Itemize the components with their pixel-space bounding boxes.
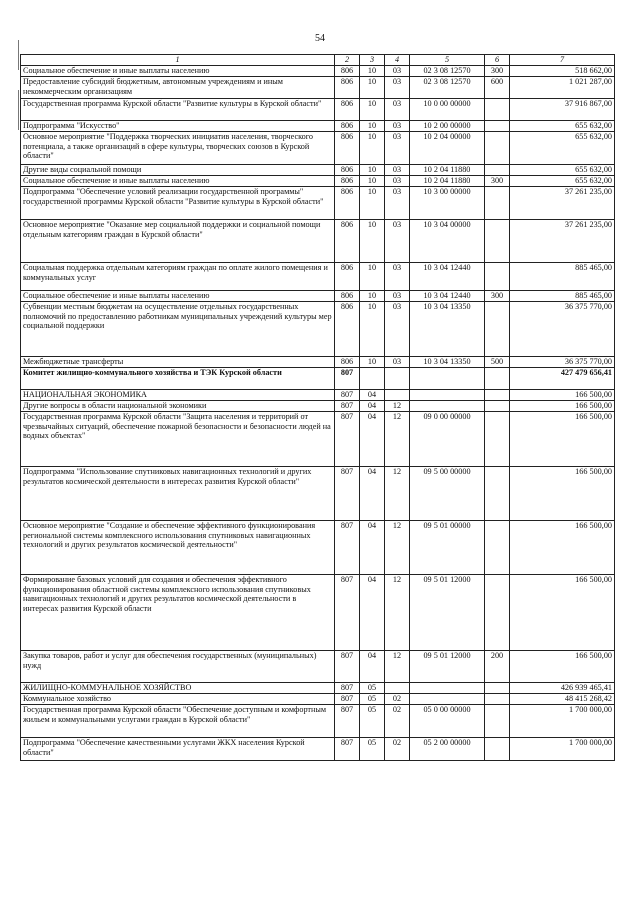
cell-subsection: 03 bbox=[385, 220, 410, 263]
cell-expense-type bbox=[485, 401, 510, 412]
cell-target-article: 10 3 04 00000 bbox=[410, 220, 485, 263]
cell-target-article: 09 0 00 00000 bbox=[410, 412, 485, 467]
cell-amount: 1 700 000,00 bbox=[510, 738, 615, 761]
cell-name: Комитет жилищно-коммунального хозяйства и ТЭК Курской области bbox=[21, 368, 335, 390]
cell-section: 04 bbox=[360, 651, 385, 683]
cell-name: Социальное обеспечение и иные выплаты населению bbox=[21, 66, 335, 77]
cell-grbs: 806 bbox=[335, 263, 360, 291]
cell-section: 10 bbox=[360, 187, 385, 220]
cell-name: Социальное обеспечение и иные выплаты населению bbox=[21, 176, 335, 187]
cell-subsection: 03 bbox=[385, 263, 410, 291]
cell-expense-type: 300 bbox=[485, 66, 510, 77]
margin-mark-top bbox=[18, 40, 19, 70]
table-row bbox=[21, 521, 615, 575]
cell-target-article: 10 3 04 13350 bbox=[410, 357, 485, 368]
table-row bbox=[21, 412, 615, 467]
table-row bbox=[21, 263, 615, 291]
cell-subsection: 12 bbox=[385, 651, 410, 683]
cell-section: 04 bbox=[360, 575, 385, 651]
cell-amount: 37 261 235,00 bbox=[510, 187, 615, 220]
cell-amount: 166 500,00 bbox=[510, 467, 615, 521]
cell-subsection: 03 bbox=[385, 121, 410, 132]
cell-grbs: 806 bbox=[335, 357, 360, 368]
cell-section: 10 bbox=[360, 220, 385, 263]
cell-expense-type bbox=[485, 467, 510, 521]
cell-name: Закупка товаров, работ и услуг для обеспечения государственных (муниципальных) нужд bbox=[21, 651, 335, 683]
cell-grbs: 806 bbox=[335, 99, 360, 121]
cell-section: 04 bbox=[360, 521, 385, 575]
cell-expense-type bbox=[485, 132, 510, 165]
cell-name: Формирование базовых условий для создания и обеспечения эффективного функционирования областной системы комплексного использования спутниковых навигационных технологий и других результатов космической деятельности в интересах развития Курской области bbox=[21, 575, 335, 651]
table-row bbox=[21, 302, 615, 357]
cell-subsection bbox=[385, 390, 410, 401]
table-row bbox=[21, 165, 615, 176]
cell-grbs: 807 bbox=[335, 575, 360, 651]
margin-mark-bottom bbox=[18, 90, 19, 130]
cell-grbs: 806 bbox=[335, 66, 360, 77]
cell-amount: 166 500,00 bbox=[510, 575, 615, 651]
cell-amount: 426 939 465,41 bbox=[510, 683, 615, 694]
table-row bbox=[21, 77, 615, 99]
cell-section: 10 bbox=[360, 121, 385, 132]
cell-name: Другие вопросы в области национальной экономики bbox=[21, 401, 335, 412]
cell-target-article bbox=[410, 401, 485, 412]
col-header-grbs: 2 bbox=[335, 55, 360, 66]
cell-grbs: 806 bbox=[335, 121, 360, 132]
cell-amount: 518 662,00 bbox=[510, 66, 615, 77]
cell-target-article bbox=[410, 390, 485, 401]
cell-section: 10 bbox=[360, 302, 385, 357]
cell-expense-type bbox=[485, 705, 510, 738]
page-number: 54 bbox=[315, 33, 325, 44]
cell-amount: 655 632,00 bbox=[510, 121, 615, 132]
cell-grbs: 807 bbox=[335, 368, 360, 390]
cell-subsection: 03 bbox=[385, 302, 410, 357]
cell-section: 10 bbox=[360, 263, 385, 291]
cell-amount: 36 375 770,00 bbox=[510, 302, 615, 357]
cell-target-article: 05 2 00 00000 bbox=[410, 738, 485, 761]
table-row bbox=[21, 132, 615, 165]
cell-section: 10 bbox=[360, 66, 385, 77]
cell-name: Подпрограмма "Обеспечение качественными услугами ЖКХ населения Курской области" bbox=[21, 738, 335, 761]
table-row bbox=[21, 683, 615, 694]
cell-subsection: 12 bbox=[385, 401, 410, 412]
col-header-rz: 3 bbox=[360, 55, 385, 66]
col-header-csr: 5 bbox=[410, 55, 485, 66]
cell-section: 04 bbox=[360, 412, 385, 467]
cell-amount: 166 500,00 bbox=[510, 412, 615, 467]
cell-target-article: 05 0 00 00000 bbox=[410, 705, 485, 738]
cell-expense-type bbox=[485, 220, 510, 263]
cell-name: Подпрограмма "Обеспечение условий реализации государственной программы" государственной программы Курской области "Развитие культуры в Курской области" bbox=[21, 187, 335, 220]
cell-name: Основное мероприятие "Оказание мер социальной поддержки и социальной помощи отдельным категориям граждан в Курской области" bbox=[21, 220, 335, 263]
cell-target-article: 09 5 01 12000 bbox=[410, 575, 485, 651]
table-row bbox=[21, 467, 615, 521]
cell-subsection: 03 bbox=[385, 291, 410, 302]
table-row bbox=[21, 220, 615, 263]
cell-name: Коммунальное хозяйство bbox=[21, 694, 335, 705]
table-row bbox=[21, 694, 615, 705]
cell-subsection bbox=[385, 683, 410, 694]
cell-expense-type bbox=[485, 368, 510, 390]
cell-section: 10 bbox=[360, 132, 385, 165]
cell-subsection: 12 bbox=[385, 467, 410, 521]
cell-subsection: 03 bbox=[385, 66, 410, 77]
cell-grbs: 807 bbox=[335, 683, 360, 694]
table-row bbox=[21, 66, 615, 77]
cell-target-article: 02 3 08 12570 bbox=[410, 66, 485, 77]
cell-section: 10 bbox=[360, 99, 385, 121]
cell-section: 05 bbox=[360, 694, 385, 705]
cell-expense-type: 300 bbox=[485, 291, 510, 302]
table-row bbox=[21, 99, 615, 121]
cell-amount: 37 261 235,00 bbox=[510, 220, 615, 263]
cell-name: Основное мероприятие "Создание и обеспечение эффективного функционирования региональной системы комплексного использования спутниковых навигационных технологий и других результатов космической деятельности" bbox=[21, 521, 335, 575]
cell-name: Государственная программа Курской области "Обеспечение доступным и комфортным жильем и коммунальными услугами граждан в Курской области" bbox=[21, 705, 335, 738]
cell-section: 05 bbox=[360, 738, 385, 761]
cell-grbs: 807 bbox=[335, 412, 360, 467]
table-row bbox=[21, 357, 615, 368]
cell-target-article: 10 3 04 12440 bbox=[410, 263, 485, 291]
cell-grbs: 807 bbox=[335, 521, 360, 575]
cell-section: 04 bbox=[360, 401, 385, 412]
cell-name: Другие виды социальной помощи bbox=[21, 165, 335, 176]
cell-subsection: 02 bbox=[385, 694, 410, 705]
cell-subsection: 02 bbox=[385, 705, 410, 738]
cell-subsection: 03 bbox=[385, 187, 410, 220]
cell-target-article: 10 3 00 00000 bbox=[410, 187, 485, 220]
cell-target-article: 10 2 04 11880 bbox=[410, 176, 485, 187]
cell-subsection: 12 bbox=[385, 575, 410, 651]
cell-expense-type bbox=[485, 263, 510, 291]
table-row bbox=[21, 176, 615, 187]
cell-grbs: 807 bbox=[335, 738, 360, 761]
cell-amount: 166 500,00 bbox=[510, 521, 615, 575]
table-row bbox=[21, 121, 615, 132]
cell-subsection: 12 bbox=[385, 412, 410, 467]
cell-section: 05 bbox=[360, 705, 385, 738]
cell-target-article bbox=[410, 368, 485, 390]
cell-expense-type: 500 bbox=[485, 357, 510, 368]
col-header-pr: 4 bbox=[385, 55, 410, 66]
cell-amount: 655 632,00 bbox=[510, 165, 615, 176]
cell-section bbox=[360, 368, 385, 390]
cell-expense-type bbox=[485, 412, 510, 467]
cell-grbs: 806 bbox=[335, 132, 360, 165]
cell-subsection: 03 bbox=[385, 132, 410, 165]
cell-amount: 37 916 867,00 bbox=[510, 99, 615, 121]
cell-name: Государственная программа Курской области "Защита населения и территорий от чрезвычайных ситуаций, обеспечение пожарной безопасности и безопасности людей на водных объектах" bbox=[21, 412, 335, 467]
cell-target-article: 02 3 08 12570 bbox=[410, 77, 485, 99]
cell-expense-type bbox=[485, 121, 510, 132]
cell-amount: 885 465,00 bbox=[510, 291, 615, 302]
cell-grbs: 807 bbox=[335, 401, 360, 412]
col-header-name: 1 bbox=[21, 55, 335, 66]
col-header-vr: 6 bbox=[485, 55, 510, 66]
cell-name: Социальное обеспечение и иные выплаты населению bbox=[21, 291, 335, 302]
table-header-row bbox=[21, 55, 615, 66]
cell-section: 10 bbox=[360, 165, 385, 176]
cell-expense-type bbox=[485, 302, 510, 357]
cell-name: Государственная программа Курской области "Развитие культуры в Курской области" bbox=[21, 99, 335, 121]
cell-amount: 1 700 000,00 bbox=[510, 705, 615, 738]
cell-expense-type: 300 bbox=[485, 176, 510, 187]
table-row bbox=[21, 401, 615, 412]
cell-subsection: 03 bbox=[385, 99, 410, 121]
cell-grbs: 806 bbox=[335, 291, 360, 302]
table-row bbox=[21, 368, 615, 390]
cell-grbs: 806 bbox=[335, 165, 360, 176]
cell-amount: 166 500,00 bbox=[510, 651, 615, 683]
budget-table bbox=[20, 54, 615, 761]
table-row bbox=[21, 187, 615, 220]
table-row bbox=[21, 705, 615, 738]
table-row bbox=[21, 651, 615, 683]
table-body bbox=[21, 66, 615, 761]
cell-amount: 1 021 287,00 bbox=[510, 77, 615, 99]
cell-subsection: 03 bbox=[385, 357, 410, 368]
cell-expense-type: 200 bbox=[485, 651, 510, 683]
cell-expense-type bbox=[485, 575, 510, 651]
cell-grbs: 806 bbox=[335, 187, 360, 220]
cell-expense-type bbox=[485, 738, 510, 761]
cell-subsection: 03 bbox=[385, 77, 410, 99]
cell-section: 10 bbox=[360, 357, 385, 368]
cell-subsection: 02 bbox=[385, 738, 410, 761]
col-header-sum: 7 bbox=[510, 55, 615, 66]
cell-expense-type bbox=[485, 521, 510, 575]
table-row bbox=[21, 390, 615, 401]
cell-target-article: 10 2 04 11880 bbox=[410, 165, 485, 176]
cell-grbs: 807 bbox=[335, 651, 360, 683]
cell-expense-type bbox=[485, 683, 510, 694]
cell-target-article bbox=[410, 694, 485, 705]
cell-expense-type bbox=[485, 390, 510, 401]
cell-grbs: 806 bbox=[335, 220, 360, 263]
cell-name: Основное мероприятие "Поддержка творческих инициатив населения, творческого потенциала, а также организаций в сфере культуры, творческих союзов в Курской области" bbox=[21, 132, 335, 165]
cell-amount: 36 375 770,00 bbox=[510, 357, 615, 368]
cell-target-article: 10 3 04 12440 bbox=[410, 291, 485, 302]
cell-target-article: 10 2 04 00000 bbox=[410, 132, 485, 165]
cell-amount: 655 632,00 bbox=[510, 132, 615, 165]
cell-subsection bbox=[385, 368, 410, 390]
cell-grbs: 807 bbox=[335, 705, 360, 738]
cell-expense-type bbox=[485, 187, 510, 220]
cell-target-article bbox=[410, 683, 485, 694]
cell-amount: 427 479 656,41 bbox=[510, 368, 615, 390]
cell-section: 10 bbox=[360, 77, 385, 99]
cell-name: Субвенции местным бюджетам на осуществление отдельных государственных полномочий по предоставлению работникам муниципальных учреждений культуры мер социальной поддержки bbox=[21, 302, 335, 357]
cell-section: 10 bbox=[360, 176, 385, 187]
cell-grbs: 806 bbox=[335, 77, 360, 99]
cell-expense-type bbox=[485, 99, 510, 121]
cell-grbs: 806 bbox=[335, 302, 360, 357]
cell-name: Подпрограмма "Использование спутниковых навигационных технологий и других результатов космической деятельности в интересах развития Курской области" bbox=[21, 467, 335, 521]
cell-target-article: 10 3 04 13350 bbox=[410, 302, 485, 357]
cell-name: Предоставление субсидий бюджетным, автономным учреждениям и иным некоммерческим организациям bbox=[21, 77, 335, 99]
cell-expense-type bbox=[485, 165, 510, 176]
cell-amount: 885 465,00 bbox=[510, 263, 615, 291]
cell-amount: 655 632,00 bbox=[510, 176, 615, 187]
cell-name: ЖИЛИЩНО-КОММУНАЛЬНОЕ ХОЗЯЙСТВО bbox=[21, 683, 335, 694]
cell-target-article: 10 0 00 00000 bbox=[410, 99, 485, 121]
cell-name: Социальная поддержка отдельным категориям граждан по оплате жилого помещения и коммунальных услуг bbox=[21, 263, 335, 291]
cell-name: Межбюджетные трансферты bbox=[21, 357, 335, 368]
cell-subsection: 03 bbox=[385, 176, 410, 187]
table-row bbox=[21, 291, 615, 302]
table-row bbox=[21, 738, 615, 761]
cell-grbs: 807 bbox=[335, 694, 360, 705]
cell-expense-type bbox=[485, 694, 510, 705]
cell-section: 04 bbox=[360, 467, 385, 521]
cell-target-article: 09 5 01 12000 bbox=[410, 651, 485, 683]
cell-grbs: 807 bbox=[335, 467, 360, 521]
cell-subsection: 12 bbox=[385, 521, 410, 575]
cell-target-article: 09 5 01 00000 bbox=[410, 521, 485, 575]
cell-subsection: 03 bbox=[385, 165, 410, 176]
cell-amount: 166 500,00 bbox=[510, 390, 615, 401]
cell-grbs: 807 bbox=[335, 390, 360, 401]
cell-target-article: 09 5 00 00000 bbox=[410, 467, 485, 521]
cell-target-article: 10 2 00 00000 bbox=[410, 121, 485, 132]
cell-section: 10 bbox=[360, 291, 385, 302]
cell-amount: 48 415 268,42 bbox=[510, 694, 615, 705]
cell-section: 04 bbox=[360, 390, 385, 401]
cell-name: НАЦИОНАЛЬНАЯ ЭКОНОМИКА bbox=[21, 390, 335, 401]
cell-section: 05 bbox=[360, 683, 385, 694]
cell-amount: 166 500,00 bbox=[510, 401, 615, 412]
table-row bbox=[21, 575, 615, 651]
cell-name: Подпрограмма "Искусство" bbox=[21, 121, 335, 132]
cell-expense-type: 600 bbox=[485, 77, 510, 99]
cell-grbs: 806 bbox=[335, 176, 360, 187]
